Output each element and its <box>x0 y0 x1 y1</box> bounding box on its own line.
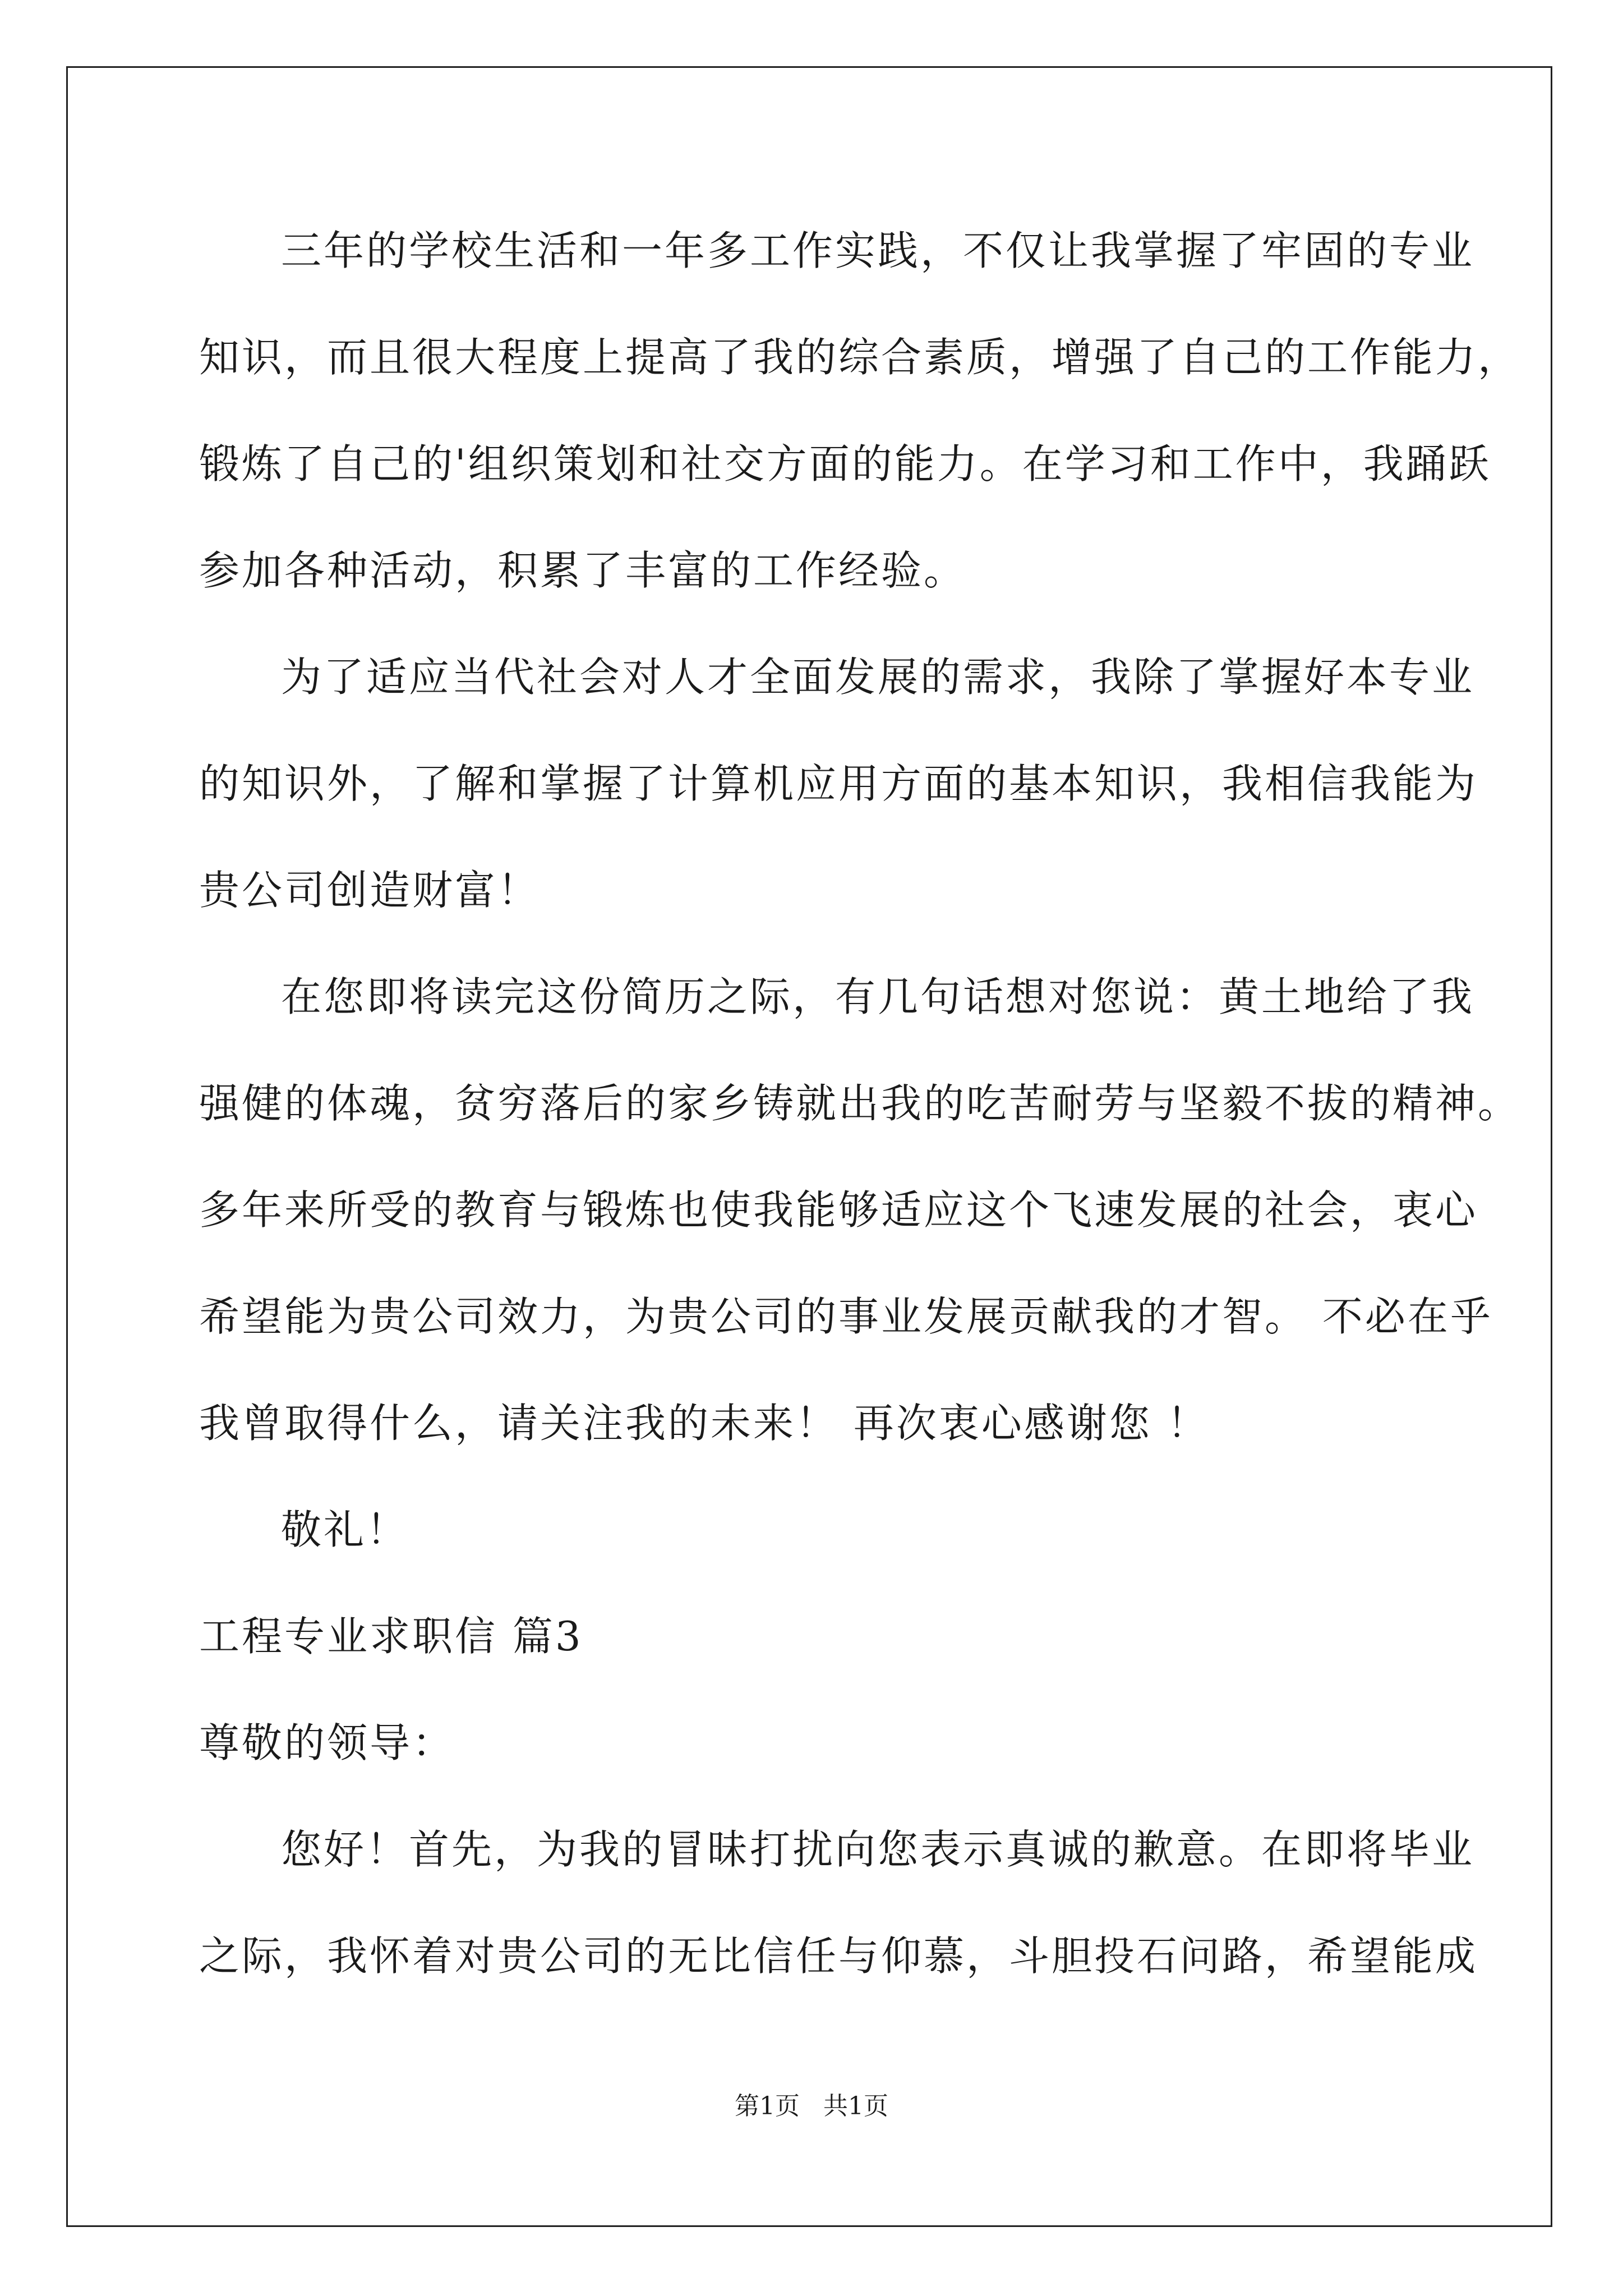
text-line: 知识，而且很大程度上提高了我的综合素质，增强了自己的工作能力， <box>199 334 1521 381</box>
text-line: 贵公司创造财富！ <box>199 867 541 914</box>
text-line: 您好！首先，为我的冒昧打扰向您表示真诚的歉意。在即将毕业 <box>281 1826 1475 1873</box>
text-line: 希望能为贵公司效力，为贵公司的事业发展贡献我的才智。 不必在乎 <box>199 1293 1493 1340</box>
text-line: 我曾取得什么，请关注我的未来！ 再次衷心感谢您 ！ <box>199 1400 1210 1447</box>
text-line: 强健的体魂，贫穷落后的家乡铸就出我的吃苦耐劳与坚毅不拔的精神。 <box>199 1080 1521 1127</box>
text-line: 三年的学校生活和一年多工作实践，不仅让我掌握了牢固的专业 <box>281 227 1475 274</box>
text-line: 为了适应当代社会对人才全面发展的需求，我除了掌握好本专业 <box>281 654 1475 701</box>
closing-salutation: 敬礼！ <box>281 1506 409 1553</box>
text-line: 参加各种活动，积累了丰富的工作经验。 <box>199 547 967 594</box>
greeting: 尊敬的领导： <box>199 1719 455 1766</box>
text-line: 锻炼了自己的'组织策划和社交方面的能力。在学习和工作中，我踊跃 <box>199 440 1491 487</box>
document-body <box>199 219 1521 2031</box>
section-heading: 工程专业求职信 篇3 <box>199 1613 583 1660</box>
text-line: 之际，我怀着对贵公司的无比信任与仰慕，斗胆投石问路，希望能成 <box>199 1932 1478 1980</box>
text-line: 多年来所受的教育与锻炼也使我能够适应这个飞速发展的社会，衷心 <box>199 1186 1478 1234</box>
text-line: 的知识外，了解和掌握了计算机应用方面的基本知识，我相信我能为 <box>199 760 1478 807</box>
page-footer: 第1页 共1页 <box>735 2092 888 2120</box>
text-line: 在您即将读完这份简历之际，有几句话想对您说：黄土地给了我 <box>281 973 1475 1020</box>
